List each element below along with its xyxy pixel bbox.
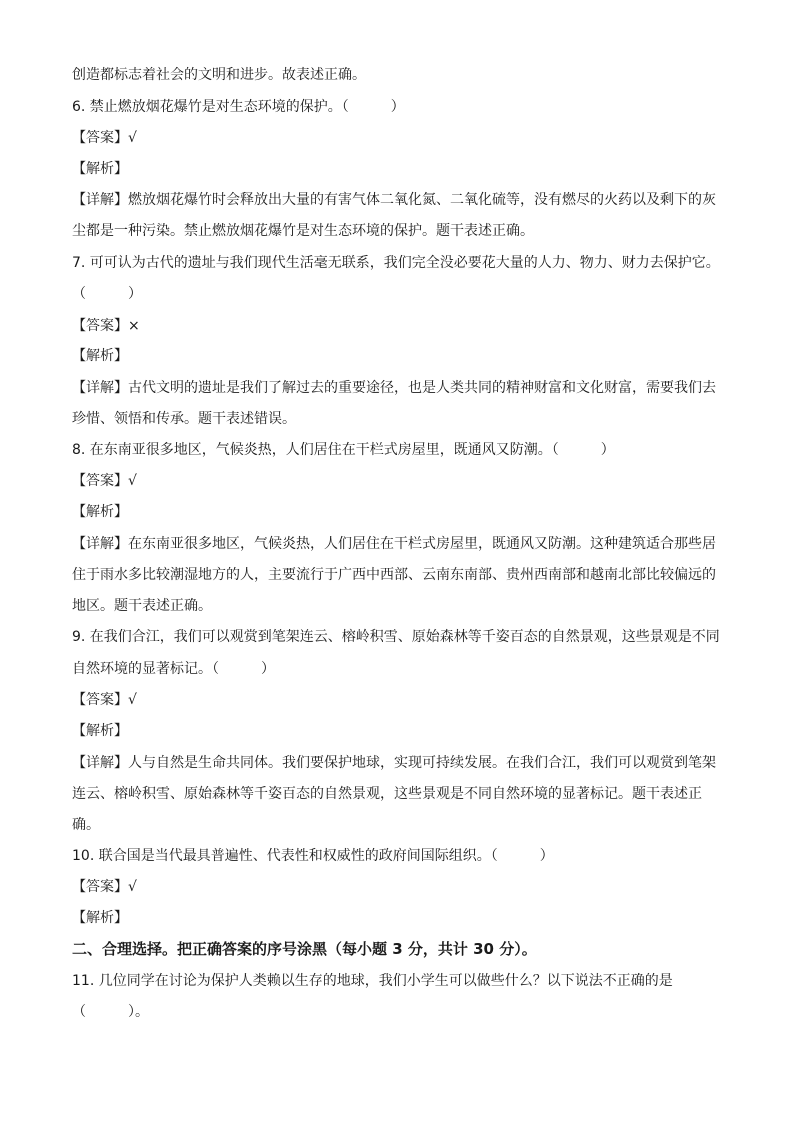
question-11-blank: （ ）。: [72, 1004, 149, 1020]
detail-line: 【详解】古代文明的遗址是我们了解过去的重要途径，也是人类共同的精神财富和文化财富，需要我们去: [72, 380, 716, 396]
analysis-label: 【解析】: [72, 348, 128, 364]
answer-label: 【答案】√: [72, 692, 137, 708]
analysis-label: 【解析】: [72, 161, 128, 177]
question-10: 10. 联合国是当代最具普遍性、代表性和权威性的政府间国际组织。（ ）: [72, 848, 554, 864]
detail-line: 住于雨水多比较潮湿地方的人，主要流行于广西中西部、云南东南部、贵州西南部和越南北部比较偏远的: [72, 567, 716, 583]
detail-line: 连云、榕岭积雪、原始森林等千姿百态的自然景观，这些景观是不同自然环境的显著标记。题干表述正: [72, 786, 702, 802]
analysis-label: 【解析】: [72, 723, 128, 739]
paragraph-line: 创造都标志着社会的文明和进步。故表述正确。: [72, 67, 366, 83]
detail-line: 【详解】人与自然是生命共同体。我们要保护地球，实现可持续发展。在我们合江，我们可以观赏到笔架: [72, 755, 716, 771]
analysis-label: 【解析】: [72, 504, 128, 520]
question-9: 9. 在我们合江，我们可以观赏到笔架连云、榕岭积雪、原始森林等千姿百态的自然景观，这些景观是不同: [72, 629, 720, 645]
question-7: 7. 可可认为古代的遗址与我们现代生活毫无联系，我们完全没必要花大量的人力、物力、财力去保护它。: [72, 255, 720, 271]
answer-label: 【答案】√: [72, 130, 137, 146]
detail-line: 确。: [72, 817, 100, 833]
answer-label: 【答案】×: [72, 318, 140, 334]
question-8: 8. 在东南亚很多地区，气候炎热，人们居住在干栏式房屋里，既通风又防潮。（ ）: [72, 442, 615, 458]
question-11: 11. 几位同学在讨论为保护人类赖以生存的地球，我们小学生可以做些什么？以下说法不正确的是: [72, 973, 673, 989]
answer-label: 【答案】√: [72, 473, 137, 489]
question-9-cont: 自然环境的显著标记。（ ）: [72, 661, 275, 677]
answer-label: 【答案】√: [72, 879, 137, 895]
detail-line: 【详解】燃放烟花爆竹时会释放出大量的有害气体二氧化氮、二氧化硫等，没有燃尽的火药以及剩下的灰: [72, 192, 716, 208]
question-6: 6. 禁止燃放烟花爆竹是对生态环境的保护。（ ）: [72, 99, 405, 115]
detail-line: 【详解】在东南亚很多地区，气候炎热，人们居住在干栏式房屋里，既通风又防潮。这种建筑适合那些居: [72, 536, 716, 552]
question-7-blank: （ ）: [72, 286, 142, 302]
analysis-label: 【解析】: [72, 910, 128, 926]
section-heading: 二、合理选择。把正确答案的序号涂黑（每小题 3 分，共计 30 分）。: [72, 940, 537, 958]
detail-line: 地区。题干表述正确。: [72, 598, 212, 614]
detail-line: 珍惜、领悟和传承。题干表述错误。: [72, 411, 296, 427]
detail-line: 尘都是一种污染。禁止燃放烟花爆竹是对生态环境的保护。题干表述正确。: [72, 223, 534, 239]
